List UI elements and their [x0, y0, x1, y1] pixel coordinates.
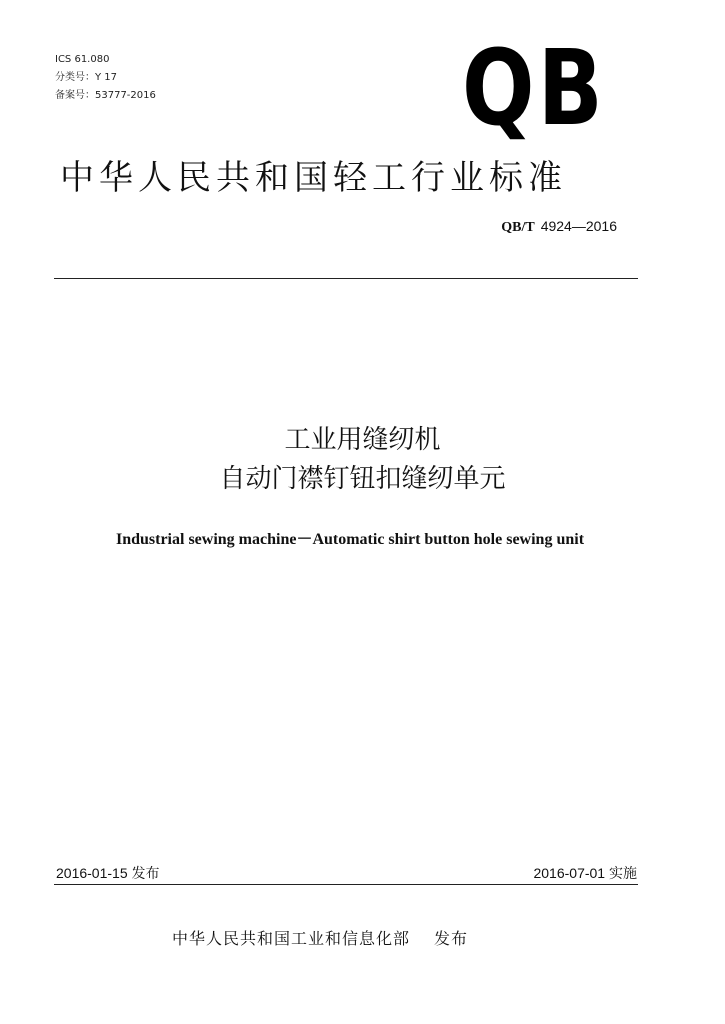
issue-date: 2016-01-15 发布 — [56, 865, 160, 881]
top-divider — [54, 278, 638, 279]
publisher-name: 中华人民共和国工业和信息化部 — [172, 929, 411, 948]
publish-label: 发布 — [434, 929, 469, 948]
qb-logo: QB — [462, 27, 607, 149]
document-title-cn-line2: 自动门襟钉钮扣缝纫单元 — [219, 464, 506, 494]
document-title-cn-line1: 工业用缝纫机 — [284, 425, 441, 455]
document-title-en: Industrial sewing machine－Automatic shirt button hole sewing unit — [115, 531, 585, 548]
publisher-line — [172, 926, 468, 949]
classification-block — [55, 51, 156, 105]
ics-code: ICS 61.080 — [55, 54, 110, 65]
record-number: 备案号：53777-2016 — [55, 90, 156, 101]
standard-title: 中华人民共和国轻工行业标准 — [60, 158, 567, 198]
standard-code-number: 4924—2016 — [540, 218, 617, 234]
bottom-divider — [54, 884, 638, 885]
standard-code-prefix: QB/T — [501, 220, 535, 235]
classification-number: 分类号：Y 17 — [55, 72, 118, 83]
implementation-date: 2016-07-01 实施 — [533, 865, 637, 881]
standard-code — [501, 218, 617, 236]
